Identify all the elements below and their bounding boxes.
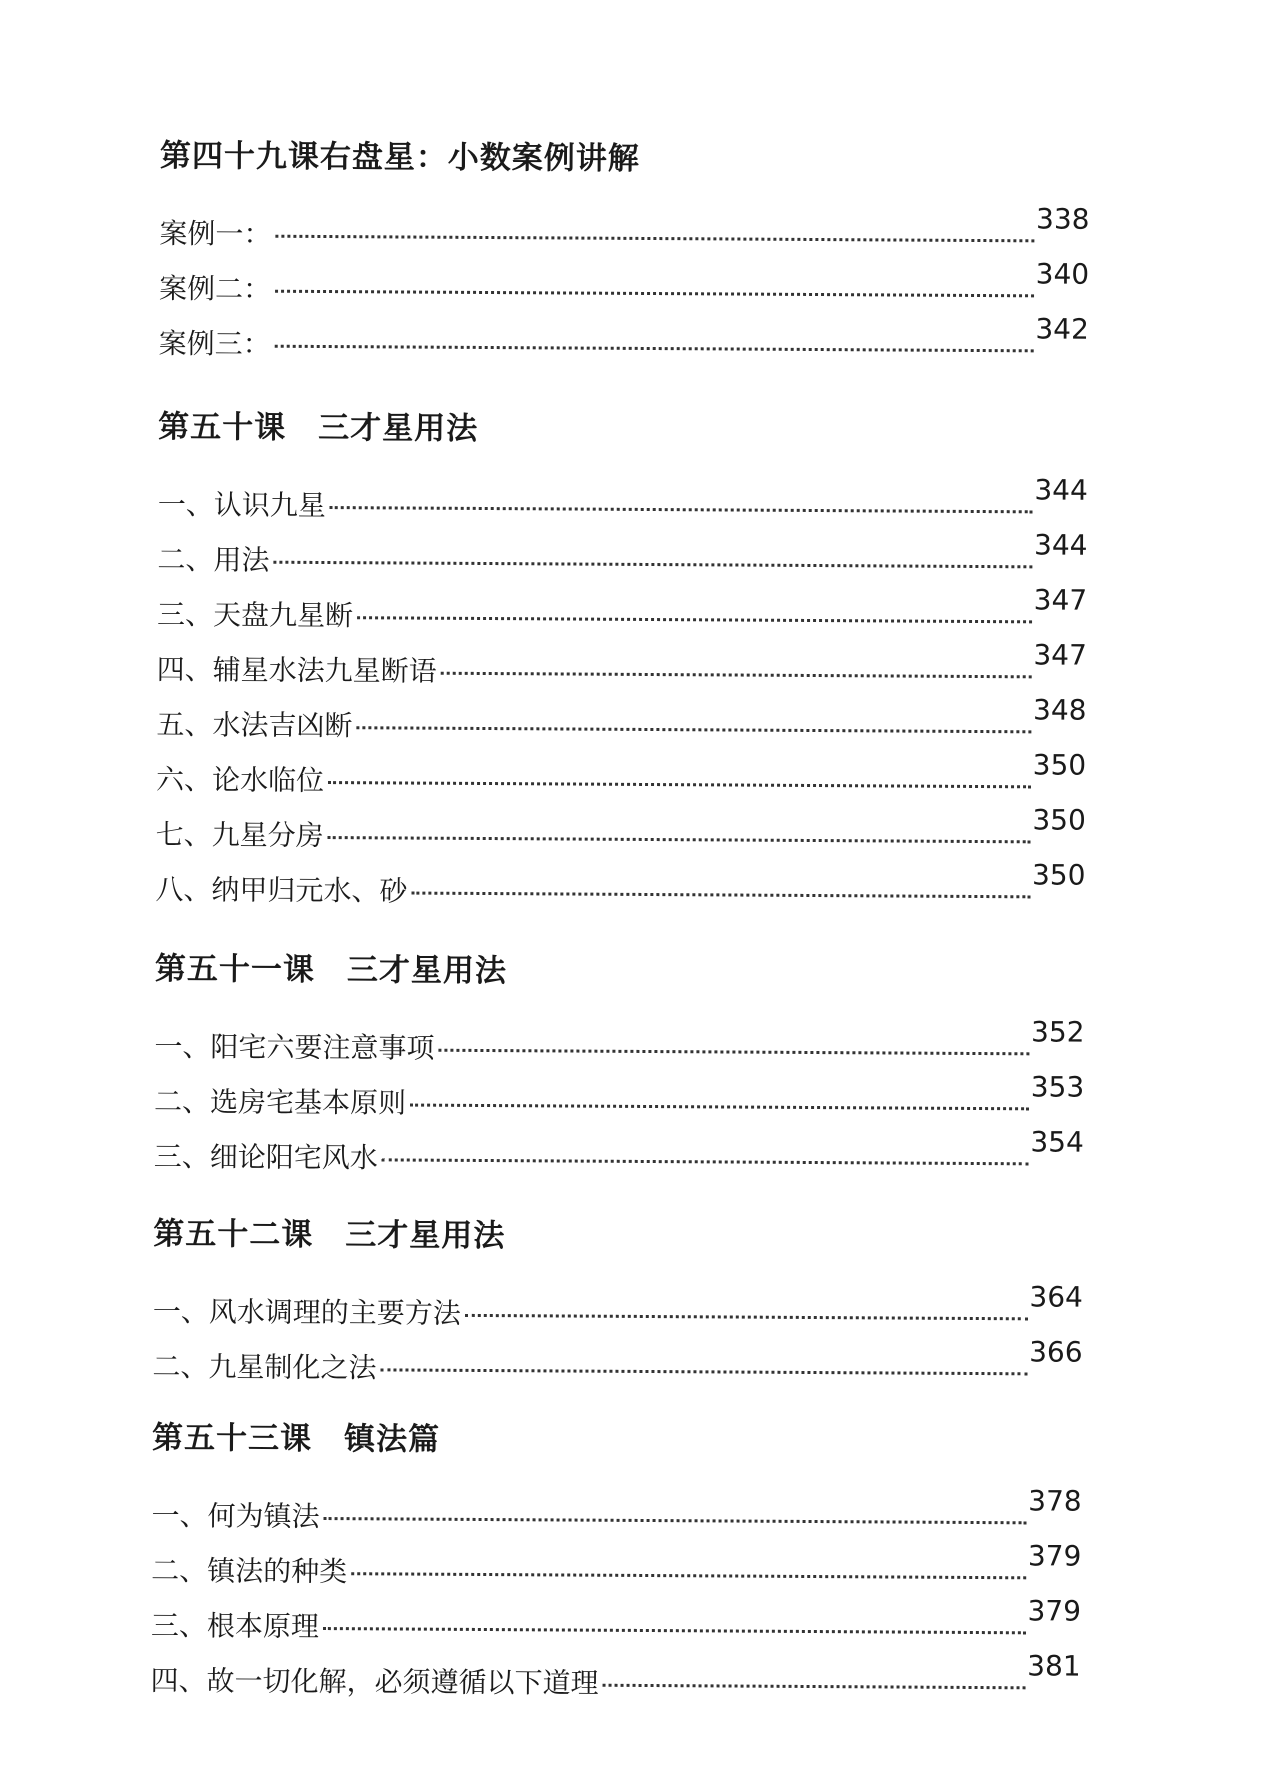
toc-entry[interactable] — [153, 1268, 1083, 1329]
entry-label: 二、九星制化之法 — [152, 1349, 377, 1385]
page-number: 340 — [1035, 257, 1090, 291]
page-number: 366 — [1029, 1335, 1083, 1369]
section-title: 第五十课 三才星用法 — [158, 408, 479, 447]
page-number: 379 — [1027, 1594, 1082, 1628]
dot-leader — [273, 561, 1032, 569]
section-title: 第四十九课右盘星：小数案例讲解 — [159, 137, 640, 177]
entry-label: 二、镇法的种类 — [151, 1553, 348, 1589]
toc-entry[interactable] — [156, 736, 1086, 797]
entry-label: 七、九星分房 — [155, 817, 324, 853]
toc-entry[interactable] — [154, 1058, 1084, 1119]
dot-leader — [328, 836, 1031, 843]
section-title: 第五十一课 三才星用法 — [154, 950, 508, 990]
page-number: 353 — [1030, 1070, 1085, 1104]
page-number: 348 — [1032, 693, 1087, 727]
page-number: 364 — [1029, 1280, 1084, 1314]
toc-entry[interactable] — [151, 1582, 1081, 1643]
toc-entry[interactable] — [150, 1637, 1080, 1698]
toc-entry[interactable] — [157, 626, 1087, 687]
page-number: 347 — [1033, 638, 1087, 672]
entry-label: 一、认识九星 — [157, 487, 326, 523]
toc-section — [150, 1418, 1082, 1698]
toc-entry[interactable] — [152, 1472, 1082, 1533]
entry-label: 三、天盘九星断 — [156, 597, 354, 633]
entry-label: 二、选房宅基本原则 — [154, 1084, 407, 1120]
toc-section — [154, 949, 1085, 1174]
entry-label: 八、纳甲归元水、砂 — [155, 872, 408, 908]
toc-entry[interactable] — [157, 516, 1087, 577]
dot-leader — [603, 1684, 1026, 1690]
entry-label: 五、水法吉凶断 — [156, 707, 353, 743]
toc-entry[interactable] — [155, 846, 1085, 907]
page-number: 379 — [1027, 1539, 1082, 1573]
entry-label: 三、根本原理 — [150, 1608, 320, 1643]
page-number: 344 — [1034, 473, 1088, 507]
page-number: 350 — [1031, 858, 1086, 892]
page-number: 354 — [1030, 1125, 1084, 1159]
page-number: 338 — [1035, 202, 1090, 236]
toc-entry[interactable] — [159, 300, 1089, 361]
dot-leader — [351, 1572, 1026, 1579]
page-number: 378 — [1028, 1484, 1082, 1518]
dot-leader — [356, 726, 1031, 733]
toc-entry[interactable] — [151, 1527, 1081, 1588]
entry-label: 案例三： — [158, 326, 271, 361]
entry-label: 二、用法 — [157, 542, 270, 577]
section-title: 第五十三课 镇法篇 — [151, 1419, 441, 1458]
entry-label: 六、论水临位 — [155, 762, 325, 798]
entry-label: 三、细论阳宅风水 — [153, 1139, 378, 1175]
page-number: 352 — [1030, 1015, 1085, 1049]
dot-leader — [275, 290, 1034, 298]
entry-label: 一、何为镇法 — [151, 1498, 320, 1534]
dot-leader — [330, 506, 1033, 513]
toc-entry[interactable] — [157, 571, 1087, 632]
dot-leader — [441, 672, 1032, 679]
entry-label: 案例二： — [158, 271, 272, 306]
entry-label: 四、故一切化解，必须遵循以下道理 — [150, 1663, 599, 1700]
dot-leader — [323, 1627, 1026, 1634]
toc-entry[interactable] — [154, 1113, 1084, 1174]
dot-leader — [275, 345, 1034, 353]
dot-leader — [411, 892, 1030, 899]
toc-entry[interactable] — [152, 1323, 1082, 1384]
dot-leader — [324, 1517, 1027, 1524]
toc-entry[interactable] — [159, 190, 1089, 251]
dot-leader — [380, 1368, 1027, 1375]
toc-entry[interactable] — [154, 1003, 1084, 1064]
dot-leader — [410, 1104, 1029, 1111]
toc-entry[interactable] — [156, 791, 1086, 852]
dot-leader — [382, 1158, 1029, 1165]
toc-entry[interactable] — [158, 461, 1088, 522]
toc-section — [152, 1214, 1083, 1384]
dot-leader — [357, 616, 1032, 623]
toc-entry[interactable] — [159, 245, 1089, 306]
table-of-contents — [150, 136, 1090, 1744]
toc-entry[interactable] — [156, 681, 1086, 742]
section-title: 第五十二课 三才星用法 — [153, 1215, 506, 1255]
entry-label: 案例一： — [159, 216, 272, 251]
dot-leader — [328, 781, 1031, 788]
dot-leader — [275, 235, 1034, 243]
page-number: 350 — [1032, 748, 1087, 782]
entry-label: 四、辅星水法九星断语 — [156, 652, 437, 688]
page-number: 347 — [1033, 583, 1088, 617]
entry-label: 一、风水调理的主要方法 — [152, 1294, 461, 1330]
page-number: 350 — [1032, 803, 1086, 837]
dot-leader — [465, 1314, 1028, 1320]
page-number: 342 — [1035, 312, 1089, 346]
page-number: 381 — [1027, 1649, 1081, 1683]
page-number: 344 — [1033, 528, 1088, 562]
entry-label: 一、阳宅六要注意事项 — [154, 1029, 435, 1065]
toc-section — [159, 136, 1090, 361]
toc-section — [155, 407, 1088, 907]
dot-leader — [438, 1049, 1029, 1056]
